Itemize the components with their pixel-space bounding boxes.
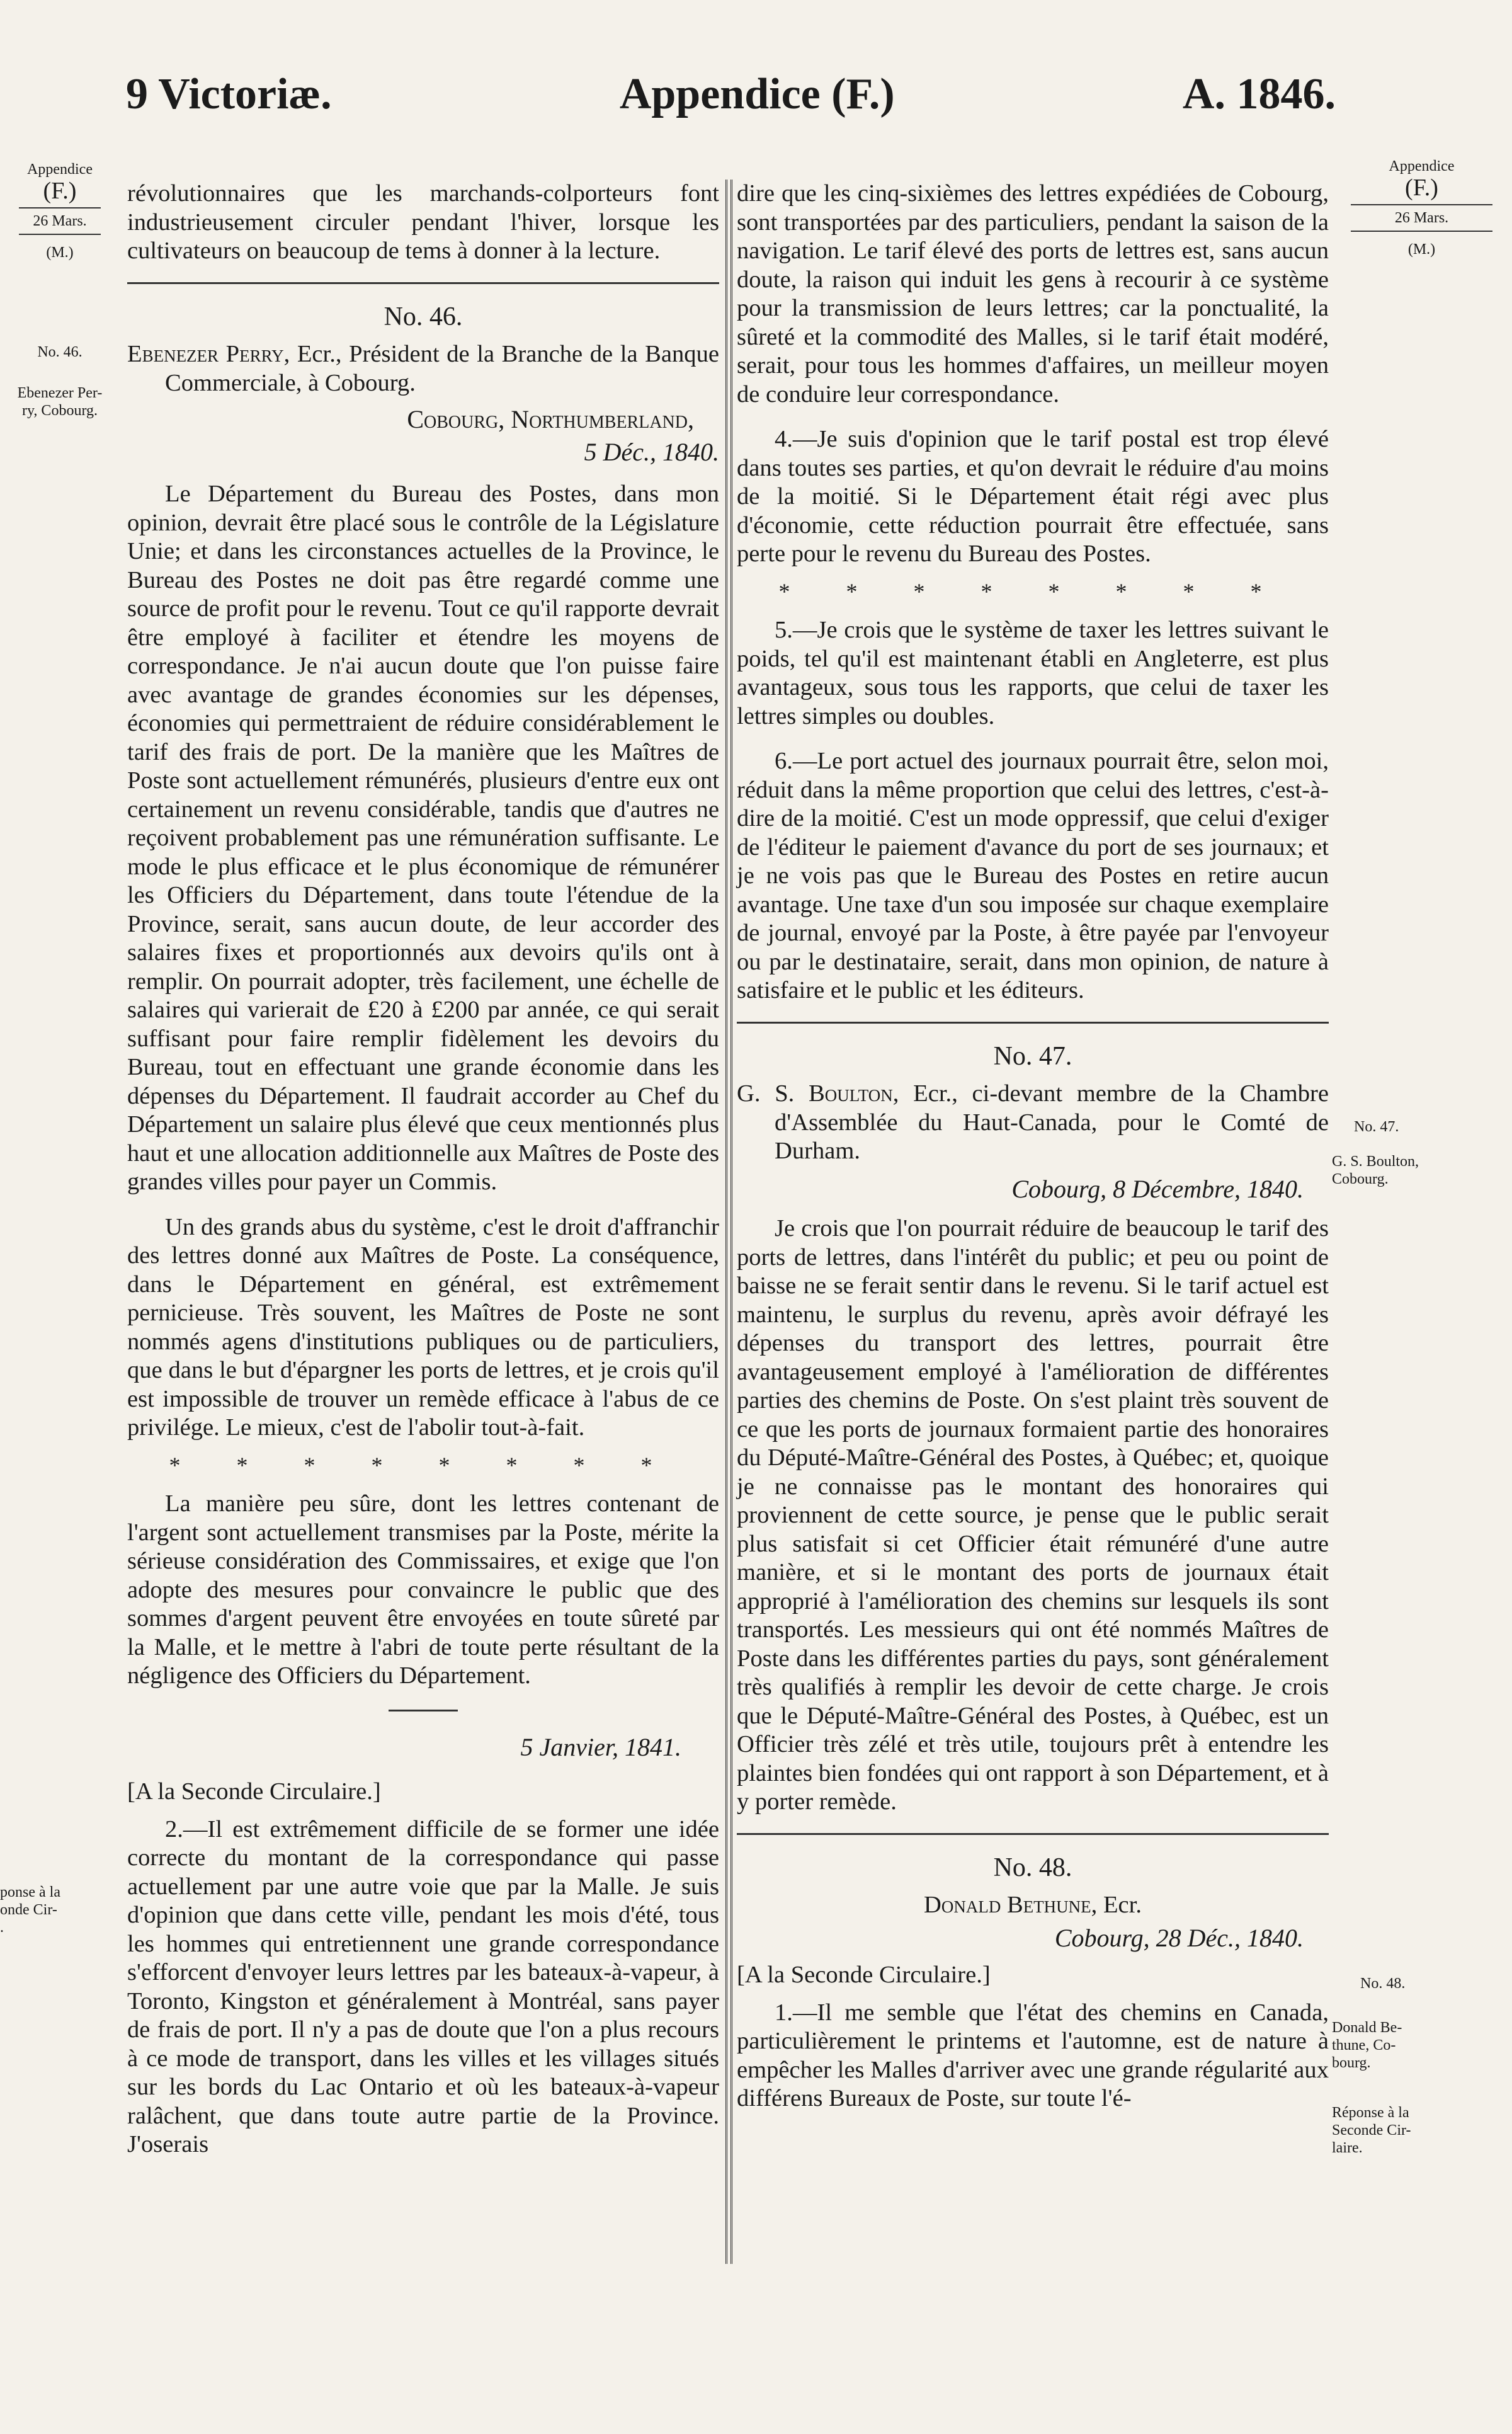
left-margin-ebenezer	[0, 384, 120, 420]
correspondent-title: , Ecr., ci-devant membre de la Chambre d'Assemblée du Haut-Canada, pour le Comté de Durham.	[775, 1080, 1329, 1164]
margin-note-line: ry, Cobourg.	[22, 403, 98, 419]
body-paragraph: 1.—Il me semble que l'état des chemins en Canada, particulièrement le printems et l'automne, est de nature à empêcher les Malles d'arriver avec une grande régularité aux différens Bureaux de Poste, sur toute l'é-	[737, 1999, 1329, 2111]
margin-divider	[1351, 204, 1492, 205]
right-margin-bethune	[1332, 2019, 1511, 2072]
margin-note-line: onde Cir-	[0, 1902, 57, 1918]
body-paragraph: La manière peu sûre, dont les lettres contenant de l'argent sont actuellement transmises par la Poste, mérite la sérieuse considération des Commissaires, et exige que l'on adopte des mesures pour convaincre le public que des sommes d'argent peuvent être envoyées en toute sûreté par la Malle, et le mettre à l'abri de toute perte résultant de la négligence des Officiers du Département.	[127, 1490, 719, 1689]
column-divider	[725, 180, 727, 2264]
circulaire-label: [A la Seconde Circulaire.]	[127, 1778, 381, 1805]
margin-section: (M.)	[46, 244, 74, 261]
date-line: Cobourg, 8 Décembre, 1840.	[1011, 1174, 1304, 1203]
ellipsis-stars: * * * * * * * *	[778, 578, 1287, 604]
body-paragraph: dire que les cinq-sixièmes des lettres expédiées de Cobourg, sont transportées par des particuliers, pendant la saison de la navigation. Le tarif élevé des ports de lettres est, sans aucun doute, la raison qui induit les gens à recourir à ce système pour la transmission de leurs lettres; car la ponctualité, la sûreté et la commodité des Malles, si le tarif était modéré, serait, pour tous les hommes d'affaires, un meilleur moyen de conduire leur correspondance.	[737, 180, 1329, 408]
correspondent-title: , Ecr.	[1091, 1892, 1142, 1918]
left-column	[127, 180, 719, 2264]
margin-note-line: Ebenezer Per-	[17, 385, 103, 401]
ellipsis-stars: * * * * * * * *	[169, 1452, 678, 1478]
date-line: Cobourg, 28 Déc., 1840.	[1054, 1923, 1304, 1952]
margin-note-line: laire.	[1332, 2140, 1363, 2156]
left-margin-reponse	[0, 1883, 120, 1936]
margin-note-line: G. S. Boulton,	[1332, 1153, 1419, 1170]
spacer	[737, 409, 1329, 425]
correspondent-title: , Ecr., Président de la Branche de la Banque Commerciale, à Cobourg.	[165, 341, 719, 396]
margin-appendice: Appendice	[27, 161, 93, 178]
correspondent-ebenezer-perry	[127, 340, 719, 397]
right-margin-no48: No. 48.	[1360, 1975, 1406, 1992]
correspondent-name: G. S. Boulton	[737, 1080, 893, 1107]
spacer	[127, 1197, 719, 1213]
margin-note-line: bourg.	[1332, 2055, 1371, 2071]
right-margin-appendix	[1332, 157, 1511, 258]
intro-paragraph: révolutionnaires que les marchands-colporteurs font industrieusement circuler pendant l'hiver, lorsque les cultivateurs on beaucoup de tems à donner à la lecture.	[127, 180, 719, 264]
body-paragraph: 2.—Il est extrêmement difficile de se former une idée correcte du montant de la correspondance qui passe actuellement par une autre voie que par la Malle. Je suis d'opinion que dans cette ville, pendant les mois d'été, tous les hommes qui entretiennent une grande correspondance s'efforcent d'envoyer leurs lettres par les bateaux-à-vapeur, à Toronto, Kingston et généralement à Montréal, sans payer de frais de port. Il n'y a pas de doute que l'on a plus recours à ce mode de transport, dans les villes et les villages situés sur les bords du Lac Ontario et où les bateaux-à-vapeur ralâchent, que dans toute autre partie de la Province. J'oserais	[127, 1815, 719, 2157]
header-right: A. 1846.	[1182, 70, 1336, 118]
margin-appendix-letter: (F.)	[43, 178, 77, 204]
date-line: 5 Janvier, 1841.	[520, 1732, 681, 1761]
section-rule	[737, 1022, 1329, 1024]
body-paragraph: Le Département du Bureau des Postes, dans mon opinion, devrait être placé sous le contrôle de la Législature Unie; et dans les circonstances actuelles de la Province, le Bureau des Postes ne doit pas être regardé comme une source de profit pour le revenu. Tout ce qu'il rapporte devrait être employé à faciliter et étendre les moyens de correspondance. Je n'ai aucun doute que l'on puisse faire avec avantage de grandes économies sur les dépenses, économies qui permettraient de réduire considérablement le tarif des frais de port. De la manière que les Maîtres de Poste sont actuellement rémunérés, plusieurs d'entre eux ont certainement un revenu considérable, tandis que d'autres ne reçoivent probablement pas une rémunération suffisante. Le mode le plus efficace et le plus économique de rémunérer les Officiers du Département, dans toute l'étendue de la Province, serait, sans aucun doute, de leur accorder des salaires fixes et proportionnés aux devoirs qu'ils ont à remplir. On pourrait adopter, très facilement, une échelle de salaires qui varierait de £20 à £200 par année, ce qui serait suffisant pour faire remplir fidèlement les devoirs du Bureau, tout en effectuant une grande économie dans les dépenses du Département. Il faudrait accorder au Chef du Département un salaire plus élevé que ceux mentionnés plus haut et une allocation additionnelle aux Maîtres de Poste des grandes villes pour payer un Commis.	[127, 481, 719, 1195]
body-paragraph: 6.—Le port actuel des journaux pourrait être, selon moi, réduit dans la même proportion que celui des lettres, c'est-à-dire de la moitié. C'est un mode oppressif, que celui d'exiger de l'éditeur le paiement d'avance du port de ses journaux; et je ne vois pas que le Bureau des Postes en retire aucun avantage. Une taxe d'un sou imposée sur chaque exemplaire de journal, envoyé par la Poste, à être payée par l'envoyeur ou par le destinataire, serait, dans mon opinion, de nature à satisfaire et le public et les éditeurs.	[737, 748, 1329, 1003]
margin-note-line: .	[0, 1919, 4, 1936]
correspondent-boulton	[737, 1080, 1329, 1166]
spacer	[737, 731, 1329, 747]
letter-number-48: No. 48.	[993, 1853, 1072, 1882]
body-paragraph: Un des grands abus du système, c'est le droit d'affranchir des lettres donné aux Maîtres de Poste. La conséquence, dans le Département en général, est extrêmement pernicieuse. Très souvent, les Maîtres de Poste ne sont nommés agens d'institutions publiques ou de particuliers, que dans le but d'épargner les ports de lettres, et je crois qu'il est impossible de trouver un remède efficace à l'abus de ce privilége. Le mieux, c'est de l'abolir tout-à-fait.	[127, 1213, 719, 1441]
margin-note-line: thune, Co-	[1332, 2037, 1396, 2054]
place-line: Cobourg, Northumberland,	[407, 405, 694, 433]
margin-date: 26 Mars.	[33, 213, 87, 229]
date-line: 5 Déc., 1840.	[584, 437, 719, 466]
spacer	[127, 1807, 719, 1815]
correspondent-bethune	[737, 1891, 1329, 1920]
margin-divider	[19, 234, 101, 235]
margin-note-line: ponse à la	[0, 1884, 60, 1900]
body-paragraph: Je crois que l'on pourrait réduire de beaucoup le tarif des ports de lettres, dans l'intérêt du public; et peu ou point de baisse ne se ferait sentir dans le revenu. Si le tarif actuel est maintenu, le surplus du revenu, après avoir défrayé les dépenses du transport des lettres, pourrait être avantageusement employé à l'amélioration de différentes parties des chemins de Poste. On s'est plaint très souvent de ce que les ports de journaux formaient partie des honoraires du Député-Maître-Général des Postes, à Québec; et, quoique je ne connaisse pas le montant des honoraires qui proviennent de cette source, je pense que le public serait plus satisfait si cet Officier était rémunéré d'une autre manière, et si le montant des ports de journaux était approprié à l'amélioration des chemins sur lesquels ils sont transportés. Les messieurs qui ont été nommés Maîtres de Poste dans les différentes parties du pays, sont généralement très qualifiés à remplir les devoir de cette charge. Je crois que le Député-Maître-Général des Postes, à Québec, est un Officier très zélé et très utile, toujours prêt à entendre les plaintes bien fondées qui ont rapport à son Département, et à y porter remède.	[737, 1215, 1329, 1815]
body-paragraph: 5.—Je crois que le système de taxer les lettres suivant le poids, tel qu'il est maintenant établi en Angleterre, est plus avantageux, sous tous les rapports, que celui de taxer les lettres simples ou doubles.	[737, 617, 1329, 729]
spacer	[737, 1990, 1329, 1999]
correspondent-name: Ebenezer Perry	[127, 341, 284, 367]
running-header	[126, 69, 1336, 139]
margin-note-line: Donald Be-	[1332, 2020, 1402, 2036]
left-margin-no46: No. 46.	[37, 344, 82, 360]
header-left: 9 Victoriæ.	[126, 70, 332, 118]
right-margin-reponse	[1332, 2104, 1511, 2157]
right-column	[737, 180, 1329, 2264]
body-paragraph: 4.—Je suis d'opinion que le tarif postal est trop élevé dans toutes ses parties, et qu'on devrait le réduire d'au moins de la moitié. Si le Département était régi avec plus d'économie, cette réduction pourrait être effectuée, sans perte pour le revenu du Bureau des Postes.	[737, 426, 1329, 567]
margin-appendice: Appendice	[1389, 158, 1455, 174]
letter-number-46: No. 46.	[384, 302, 463, 331]
margin-note-line: Cobourg.	[1332, 1171, 1389, 1187]
margin-divider	[19, 207, 101, 209]
right-margin-no47: No. 47.	[1354, 1119, 1399, 1135]
circulaire-label: [A la Seconde Circulaire.]	[737, 1962, 991, 1988]
margin-appendix-letter: (F.)	[1405, 174, 1438, 201]
header-center: Appendice (F.)	[619, 70, 895, 118]
correspondent-name: Donald Bethune	[923, 1892, 1091, 1918]
right-margin-boulton	[1332, 1153, 1511, 1188]
column-divider	[730, 180, 732, 2264]
margin-divider	[1351, 231, 1492, 232]
margin-date: 26 Mars.	[1394, 210, 1449, 226]
section-rule	[127, 282, 719, 284]
spacer	[127, 1761, 719, 1778]
left-margin-appendix	[0, 161, 120, 261]
margin-note-line: Seconde Cir-	[1332, 2122, 1411, 2139]
short-rule	[389, 1710, 458, 1711]
section-rule	[737, 1833, 1329, 1835]
letter-number-47: No. 47.	[993, 1041, 1072, 1071]
margin-section: (M.)	[1407, 241, 1436, 258]
margin-note-line: Réponse à la	[1332, 2105, 1409, 2121]
